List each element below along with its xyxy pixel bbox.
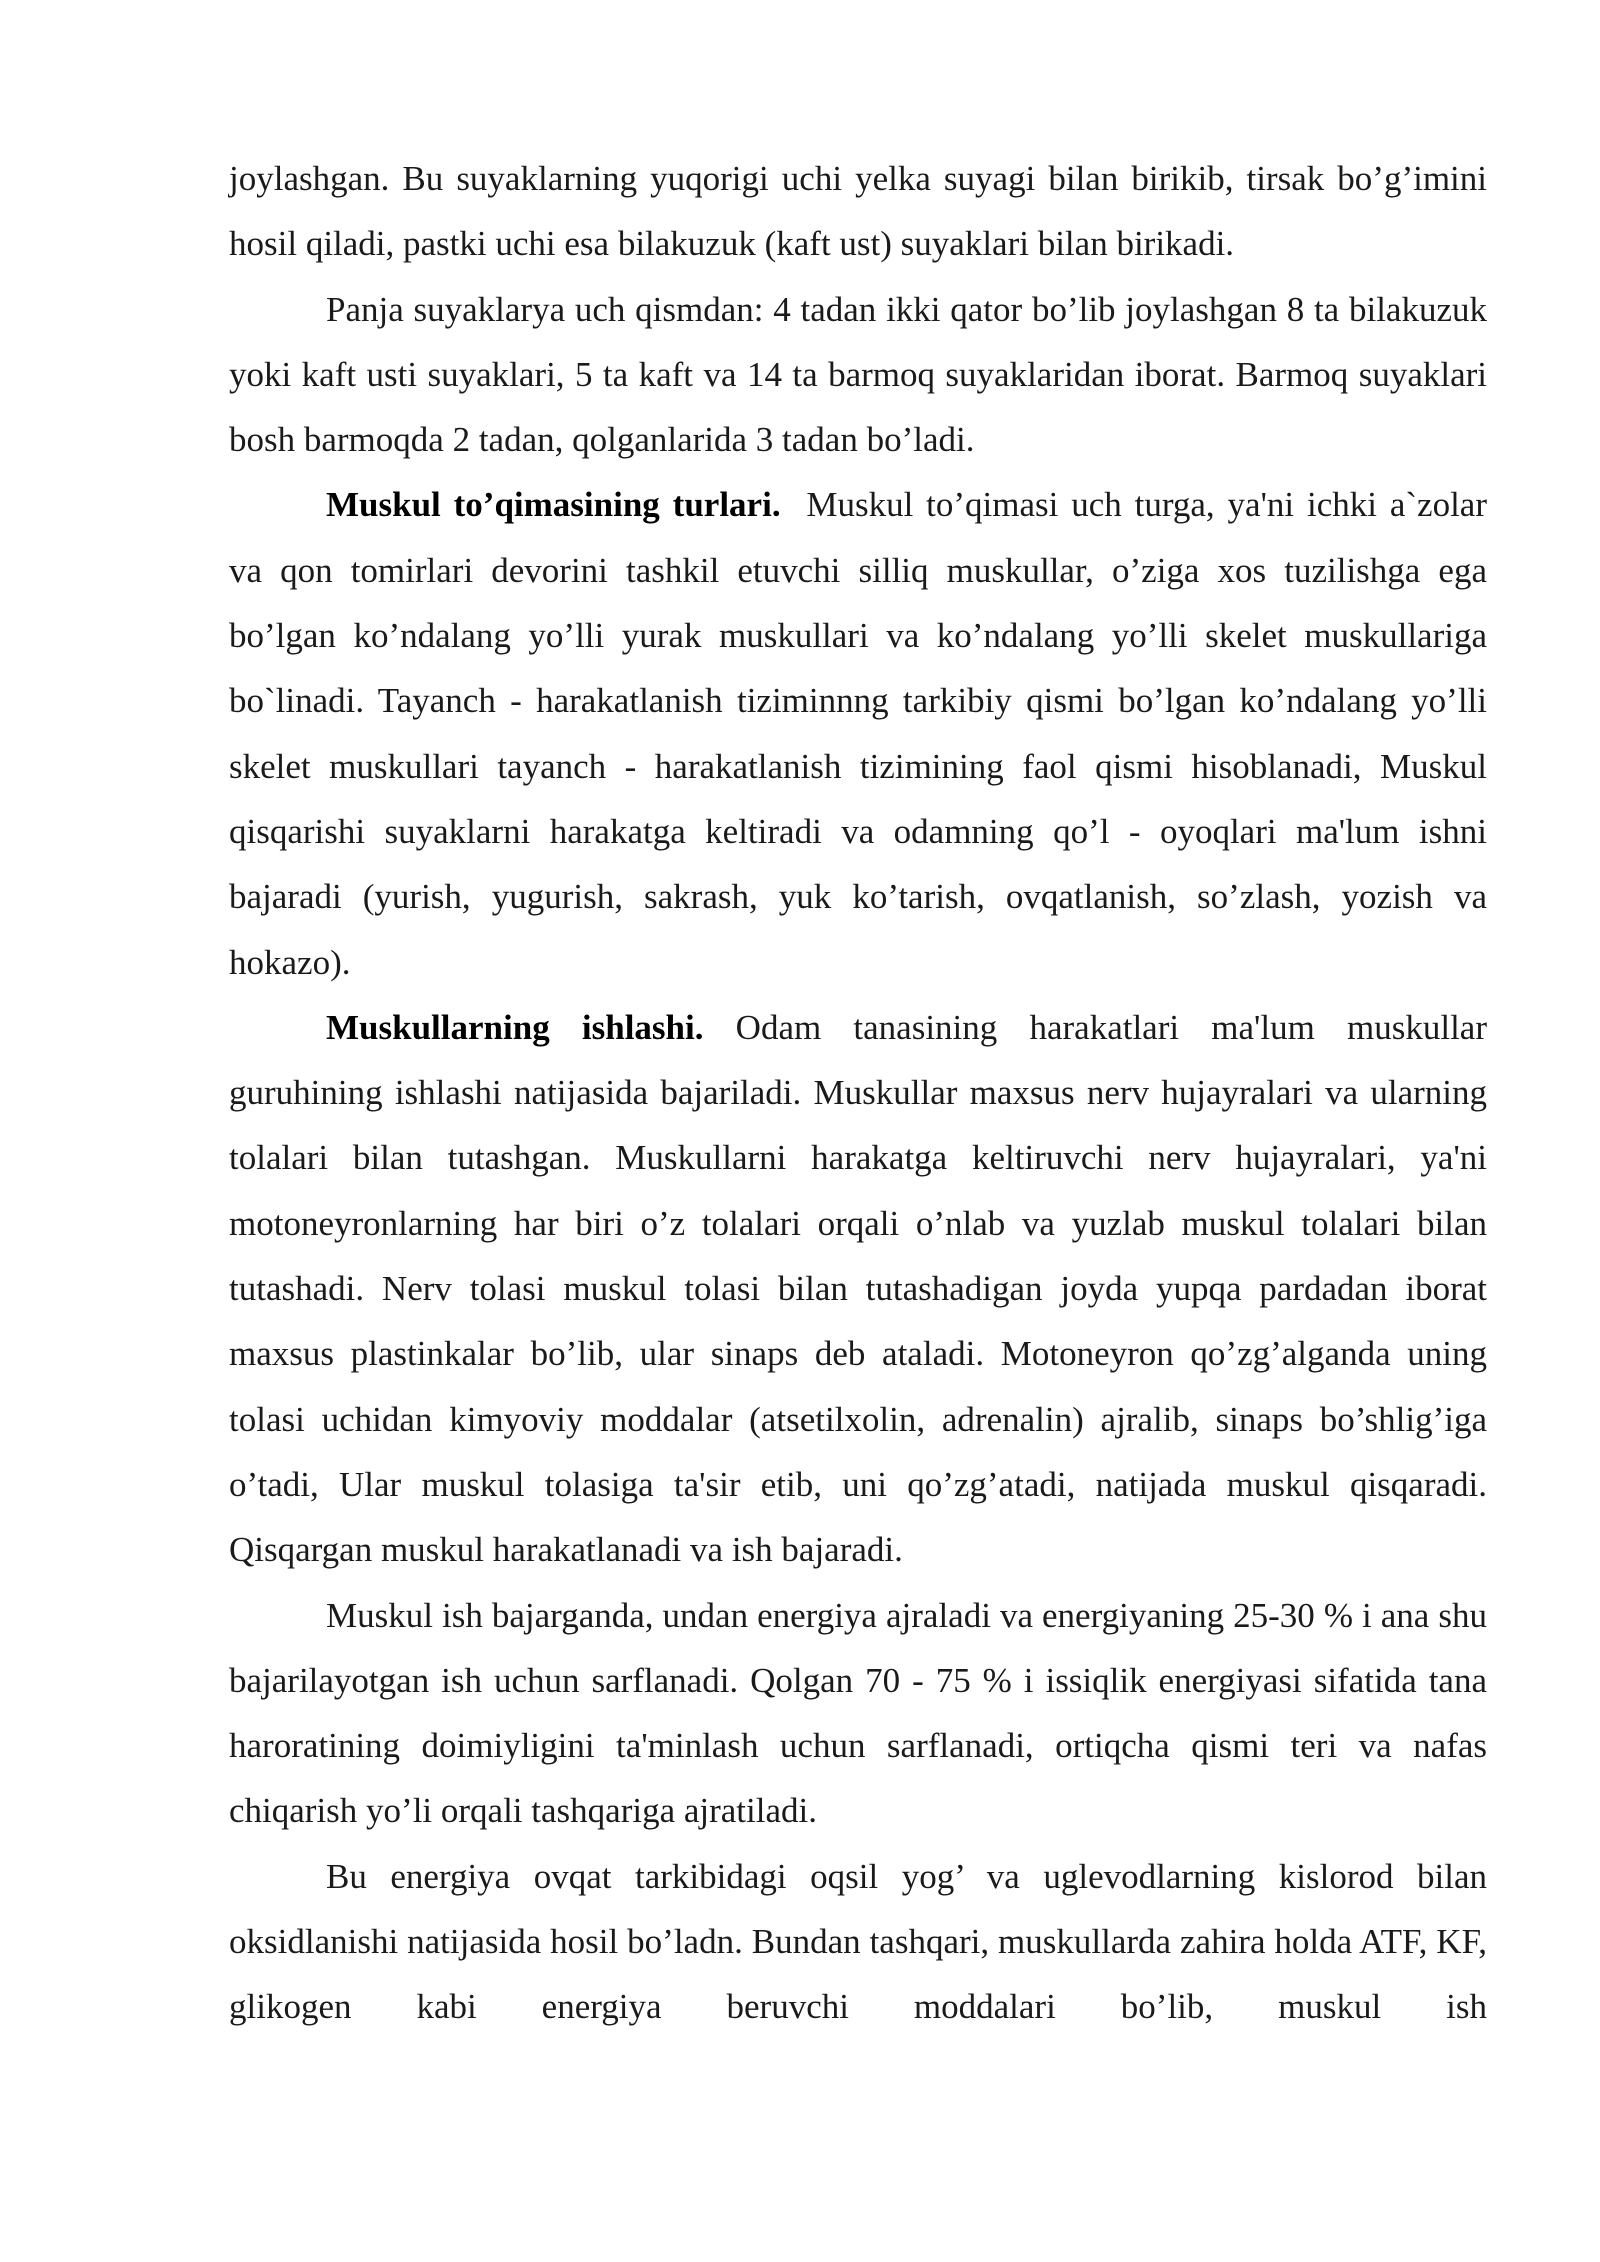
paragraph-muscle-tissue-types <box>229 472 1496 994</box>
paragraph-text: joylashgan. Bu suyaklarning yuqorigi uchi yelka suyagi bilan birikib, tirsak bo’g’imini hosil qiladi, pastki uchi esa bilakuzuk (kaft ust) suyaklari bilan birikadi. <box>229 159 1487 264</box>
paragraph-text: Panja suyaklarya uch qismdan: 4 tadan ikki qator bo’lib joylashgan 8 ta bilakuzuk yoki kaft usti suyaklari, 5 ta kaft va 14 ta barmoq suyaklaridan iborat. Barmoq suyaklari bosh barmoqda 2 tadan, qolganlarida 3 tadan bo’ladi. <box>229 289 1487 460</box>
section-heading: Muskullarning ishlashi. <box>326 1007 704 1047</box>
document-page <box>229 146 1496 2040</box>
section-heading: Muskul to’qimasining turlari. <box>326 485 781 525</box>
paragraph-text: Muskul to’qimasi uch turga, ya'ni ichki a`zolar va qon tomirlari devorini tashkil etuvchi silliq muskullar, o’ziga xos tuzilishga ega bo’lgan ko’ndalang yo’lli yurak muskullari va ko’ndalang yo’lli skelet muskullariga bo`linadi. Tayanch - harakatlanish tiziminnng tarkibiy qismi bo’lgan ko’ndalang yo’lli skelet muskullari tayanch - harakatlanish tizimining faol qismi hisoblanadi, Muskul qisqarishi suyaklarni harakatga keltiradi va odamning qo’l - oyoqlari ma'lum ishni bajaradi (yurish, yugurish, sakrash, yuk ko’tarish, ovqatlanish, so’zlash, yozish va hokazo). <box>229 485 1496 982</box>
paragraph-text: Odam tanasining harakatlari ma'lum muskullar guruhining ishlashi natijasida bajariladi. Muskullar maxsus nerv hujayralari va ularning tolalari bilan tutashgan. Muskullarni harakatga keltiruvchi nerv hujayralari, ya'ni motoneyronlarning har biri o’z tolalari orqali o’nlab va yuzlab muskul tolalari bilan tutashadi. Nerv tolasi muskul tolasi bilan tutashadigan joyda yupqa pardadan iborat maxsus plastinkalar bo’lib, ular sinaps deb ataladi. Motoneyron qo’zg’alganda uning tolasi uchidan kimyoviy moddalar (atsetilxolin, adrenalin) ajralib, sinaps bo’shlig’iga o’tadi, Ular muskul tolasiga ta'sir etib, uni qo’zg’atadi, natijada muskul qisqaradi. Qisqargan muskul harakatlanadi va ish bajaradi. <box>229 1007 1496 1570</box>
paragraph-text: Muskul ish bajarganda, undan energiya ajraladi va energiyaning 25-30 % i ana shu bajarilayotgan ish uchun sarflanadi. Qolgan 70 - 75 % i issiqlik energiyasi sifatida tana haroratining doimiyligini ta'minlash uchun sarflanadi, ortiqcha qismi teri va nafas chiqarish yo’li orqali tashqariga ajratiladi. <box>229 1595 1487 1831</box>
paragraph-energy-source <box>229 1844 1487 2040</box>
paragraph-text: Bu energiya ovqat tarkibidagi oqsil yog’ va uglevodlarning kislorod bilan oksidlanishi natijasida hosil bo’ladn. Bundan tashqari, muskullarda zahira holda ATF, KF, glikogen kabi energiya beruvchi moddalari bo’lib, muskul ish <box>229 1856 1487 2027</box>
paragraph-muscle-energy <box>229 1583 1487 1844</box>
paragraph-forearm-bones <box>229 146 1487 277</box>
paragraph-hand-bones <box>229 277 1487 473</box>
paragraph-muscle-function <box>229 995 1496 1583</box>
